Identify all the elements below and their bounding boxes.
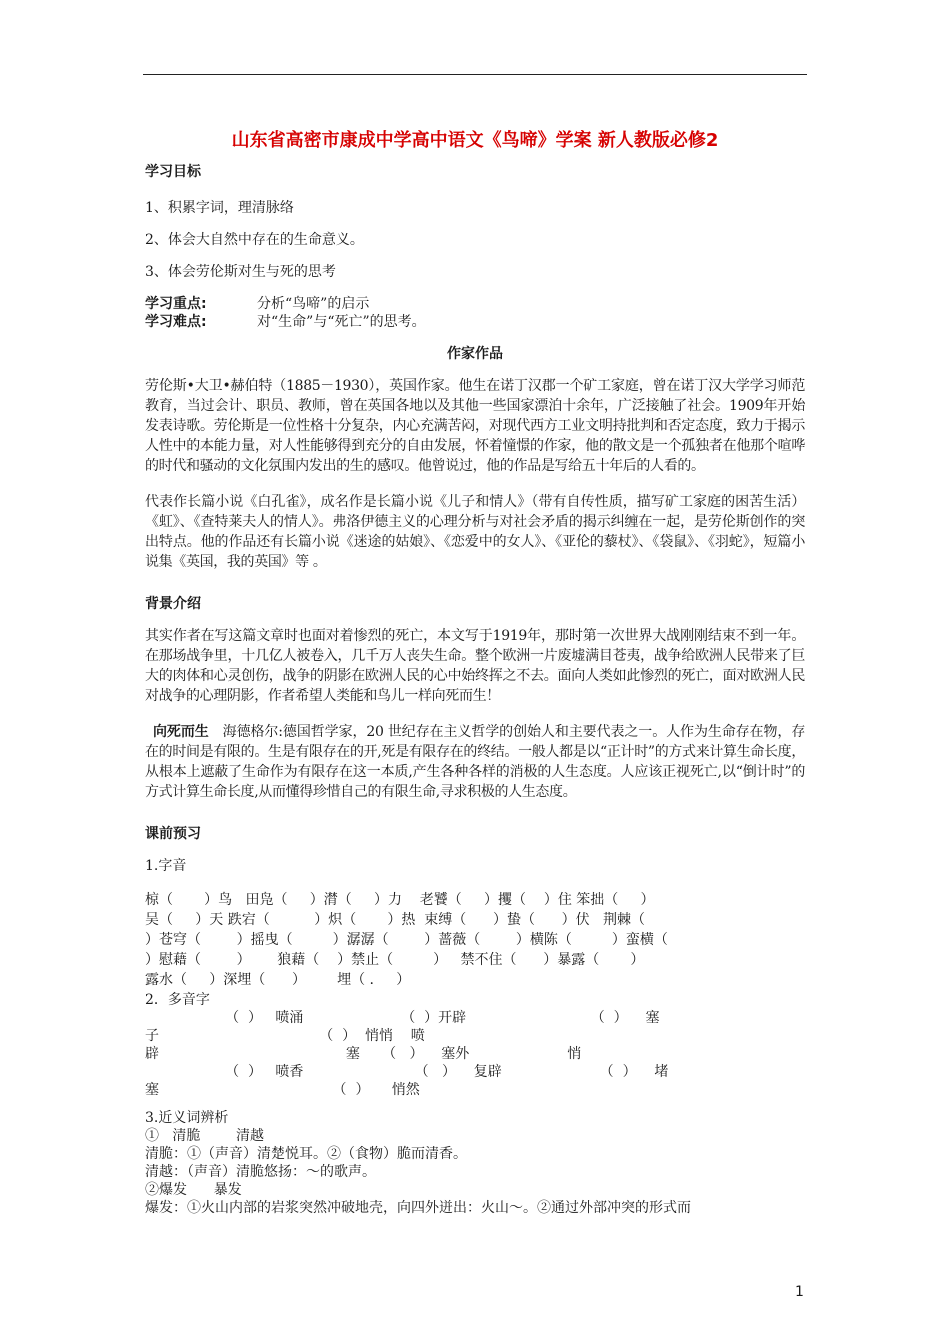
document-title: 山东省高密市康成中学高中语文《鸟啼》学案 新人教版必修2 bbox=[231, 130, 719, 151]
pronunciation-row: ）慰藉（ ） 狼藉（ ）禁止（ ） 禁不住（ ）暴露（ ） bbox=[145, 952, 645, 968]
synonym-row: 清脆：①（声音）清楚悦耳。②（食物）脆而清香。 bbox=[145, 1146, 467, 1162]
synonym-row: ① 清脆 清越 bbox=[145, 1128, 264, 1144]
key-point-line bbox=[145, 294, 369, 314]
synonym-heading: 3.近义词辨析 bbox=[145, 1110, 229, 1126]
toward-death-term: 向死而生 bbox=[153, 724, 209, 740]
objective-item-3: 3、体会劳伦斯对生与死的思考 bbox=[145, 264, 336, 280]
preview-heading: 课前预习 bbox=[145, 826, 201, 842]
key-point-label: 学习重点: bbox=[145, 296, 207, 312]
author-paragraph-1: 劳伦斯•大卫•赫伯特（1885－1930），英国作家。他生在诺丁汉郡一个矿工家庭，曾在诺丁汉大学学习师范教育，当过会计、职员、教师，曾在英国各地以及其他一些国家漂泊十余年，广泛接触了社会。1909年开始发表诗歌。劳伦斯是一位性格十分复杂，内心充满苦闷，对现代西方工业文明持批判和否定态度，致力于揭示人性中的本能力量，对人性能够得到充分的自由发展，怀着憧憬的作家，他的散文是一个孤独者在他那个喧哗的时代和骚动的文化氛围内发出的生的感叹。他曾说过，他的作品是写给五十年后的人看的。 bbox=[145, 378, 805, 474]
background-paragraph-2 bbox=[145, 722, 805, 802]
objective-item-2: 2、体会大自然中存在的生命意义。 bbox=[145, 232, 364, 248]
objective-item-1: 1、积累字词，理清脉络 bbox=[145, 200, 294, 216]
objectives-heading: 学习目标 bbox=[145, 164, 201, 180]
synonym-row: ②爆发 暴发 bbox=[145, 1182, 242, 1198]
difficulty-text: 对“生命”与“死亡”的思考。 bbox=[257, 314, 426, 330]
key-point-text: 分析“鸟啼”的启示 bbox=[257, 296, 370, 312]
pronunciation-row: 露水（ ）深埋（ ） 埋（ . ） bbox=[145, 972, 411, 988]
synonym-row: 清越：（声音）清脆悠扬：～的歌声。 bbox=[145, 1164, 376, 1180]
author-heading: 作家作品 bbox=[447, 346, 503, 362]
polyphone-row: 辟 塞 （ ） 塞外 悄 bbox=[145, 1046, 582, 1062]
synonym-row: 爆发：①火山内部的岩浆突然冲破地壳，向四外迸出：火山～。②通过外部冲突的形式而 bbox=[145, 1200, 691, 1216]
polyphone-row: 塞 （ ） 悄然 bbox=[145, 1082, 420, 1098]
polyphone-heading: 2．多音字 bbox=[145, 992, 210, 1008]
pronunciation-row: 吴（ ）天 跌宕（ ）炽（ ）热 束缚（ ）蛰（ ）伏 荆棘（ bbox=[145, 912, 646, 928]
polyphone-row: （ ） 喷涌 （ ）开辟 （ ） 塞 bbox=[145, 1010, 660, 1026]
polyphone-row: （ ） 喷香 （ ） 复辟 （ ） 堵 bbox=[145, 1064, 669, 1080]
background-heading: 背景介绍 bbox=[145, 596, 201, 612]
author-paragraph-2: 代表作长篇小说《白孔雀》，成名作是长篇小说《儿子和情人》（带有自传性质，描写矿工家庭的困苦生活）《虹》、《查特莱夫人的情人》。弗洛伊德主义的心理分析与对社会矛盾的揭示纠缠在一起，是劳伦斯创作的突出特点。他的作品还有长篇小说《迷途的姑娘》、《恋爱中的女人》、《亚伦的藜杖》、《袋鼠》、《羽蛇》，短篇小说集《英国，我的英国》等 。 bbox=[145, 494, 805, 570]
header-rule bbox=[143, 74, 807, 75]
pronunciation-row: ）苍穹（ ）摇曳（ ）潺潺（ ）蔷薇（ ）横陈（ ）蛮横（ bbox=[145, 932, 668, 948]
difficulty-label: 学习难点: bbox=[145, 314, 207, 330]
background-paragraph-1: 其实作者在写这篇文章时也面对着惨烈的死亡，本文写于1919年，那时第一次世界大战刚刚结束不到一年。在那场战争里，十几亿人被卷入，几千万人丧失生命。整个欧洲一片废墟满目苍夷，战争给欧洲人民带来了巨大的肉体和心灵创伤，战争的阴影在欧洲人民的心中始终挥之不去。面向人类如此惨烈的死亡，面对欧洲人民对战争的心理阴影，作者希望人类能和鸟儿一样向死而生！ bbox=[145, 628, 805, 704]
difficulty-line bbox=[145, 312, 426, 332]
polyphone-row: 子 （ ） 悄悄 喷 bbox=[145, 1028, 425, 1044]
pronunciation-heading: 1.字音 bbox=[145, 858, 187, 874]
page-number: 1 bbox=[795, 1284, 804, 1300]
pronunciation-row: 椋（ ）鸟 田凫（ ）潸（ ）力 老饕（ ）攫（ ）住 笨拙（ ） bbox=[145, 892, 655, 908]
toward-death-text: 海德格尔:德国哲学家，20 世纪存在主义哲学的创始人和主要代表之一。人作为生命存在物，存在的时间是有限的。生是有限存在的开,死是有限存在的终结。一般人都是以“正计时”的方式来计算生命长度，从根本上遮蔽了生命作为有限存在这一本质,产生各种各样的消极的人生态度。人应该正视死亡,以“倒计时”的方式计算生命长度,从而懂得珍惜自己的有限生命,寻求积极的人生态度。 bbox=[145, 724, 805, 800]
